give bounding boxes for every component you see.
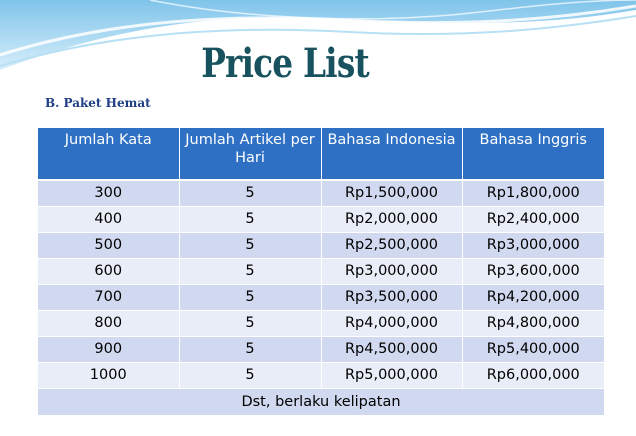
cell-price-indonesia: Rp4,500,000 <box>321 337 462 363</box>
cell-price-indonesia: Rp5,000,000 <box>321 363 462 389</box>
page-title: Price List <box>201 40 369 87</box>
cell-articles: 5 <box>179 363 321 389</box>
cell-price-english: Rp2,400,000 <box>462 207 604 233</box>
cell-articles: 5 <box>179 233 321 259</box>
table-row <box>38 337 604 363</box>
header-bahasa-inggris: Bahasa Inggris <box>462 128 604 180</box>
cell-price-indonesia: Rp3,500,000 <box>321 285 462 311</box>
header-bahasa-indonesia: Bahasa Indonesia <box>321 128 462 180</box>
footer-note: Dst, berlaku kelipatan <box>38 389 604 416</box>
cell-price-english: Rp3,000,000 <box>462 233 604 259</box>
cell-articles: 5 <box>179 207 321 233</box>
cell-price-english: Rp1,800,000 <box>462 180 604 207</box>
cell-price-indonesia: Rp4,000,000 <box>321 311 462 337</box>
cell-words: 700 <box>38 285 179 311</box>
header-jumlah-kata: Jumlah Kata <box>38 128 179 180</box>
table-footer-row <box>38 389 604 416</box>
table-header-row <box>38 128 604 180</box>
cell-price-english: Rp3,600,000 <box>462 259 604 285</box>
cell-words: 800 <box>38 311 179 337</box>
price-table <box>38 128 604 416</box>
cell-articles: 5 <box>179 311 321 337</box>
cell-articles: 5 <box>179 180 321 207</box>
cell-price-english: Rp6,000,000 <box>462 363 604 389</box>
table-row <box>38 259 604 285</box>
cell-words: 500 <box>38 233 179 259</box>
cell-price-english: Rp5,400,000 <box>462 337 604 363</box>
cell-articles: 5 <box>179 259 321 285</box>
cell-articles: 5 <box>179 337 321 363</box>
cell-words: 600 <box>38 259 179 285</box>
cell-words: 400 <box>38 207 179 233</box>
cell-price-english: Rp4,800,000 <box>462 311 604 337</box>
cell-price-english: Rp4,200,000 <box>462 285 604 311</box>
cell-price-indonesia: Rp1,500,000 <box>321 180 462 207</box>
cell-price-indonesia: Rp2,000,000 <box>321 207 462 233</box>
table-row <box>38 233 604 259</box>
table-row <box>38 363 604 389</box>
cell-price-indonesia: Rp2,500,000 <box>321 233 462 259</box>
table-row <box>38 207 604 233</box>
cell-price-indonesia: Rp3,000,000 <box>321 259 462 285</box>
cell-words: 300 <box>38 180 179 207</box>
table-row <box>38 285 604 311</box>
cell-words: 900 <box>38 337 179 363</box>
section-subtitle: B. Paket Hemat <box>45 96 151 110</box>
cell-articles: 5 <box>179 285 321 311</box>
cell-words: 1000 <box>38 363 179 389</box>
table-row <box>38 180 604 207</box>
table-row <box>38 311 604 337</box>
header-jumlah-artikel: Jumlah Artikel per Hari <box>179 128 321 180</box>
